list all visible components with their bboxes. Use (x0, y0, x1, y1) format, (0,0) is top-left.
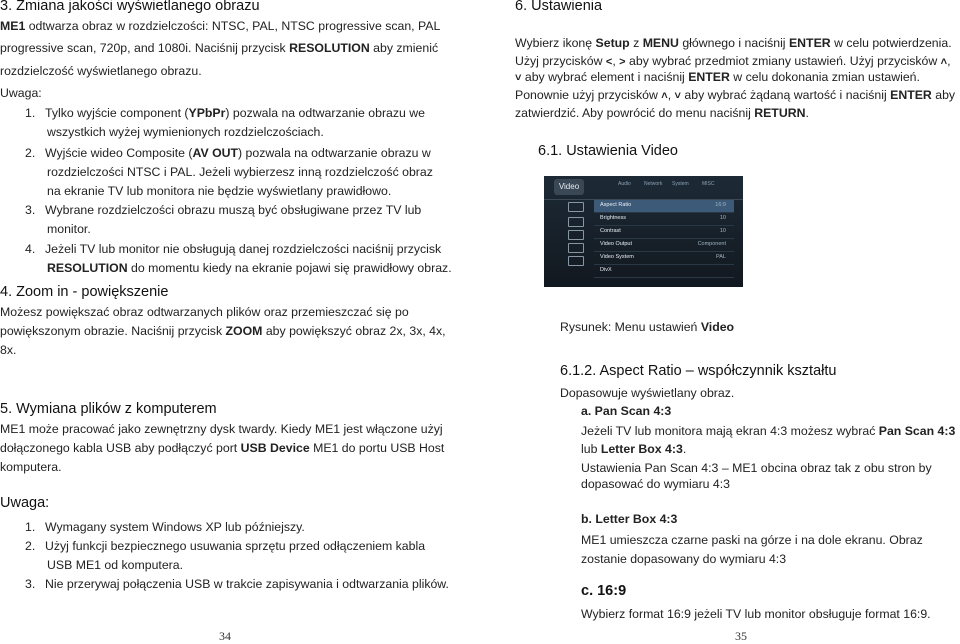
s612-a-line-4: dopasować do wymiaru 4:3 (581, 477, 731, 491)
s3-item-1: 1. Tylko wyjście component (YPbPr) pozwala na odtwarzanie obrazu we (25, 106, 426, 120)
note-2-item-3: 3. Nie przerywaj połączenia USB w trakcie zapisywania i odtwarzania plików. (25, 577, 449, 591)
s3-line-1: ME1 odtwarza obraz w rozdzielczości: NTSC, PAL, NTSC progressive scan, PAL (0, 19, 441, 33)
section-6-heading: 6. Ustawienia (515, 0, 603, 14)
section-6-1-heading: 6.1. Ustawienia Video (538, 143, 678, 159)
section-6-1-2-heading: 6.1.2. Aspect Ratio – współczynnik kształtu (560, 363, 837, 379)
system-icon (568, 256, 584, 266)
s612-a-line-3: Ustawienia Pan Scan 4:3 – ME1 obcina obraz tak z obu stron by (581, 461, 932, 475)
s3-line-2: progressive scan, 720p, and 1080i. Naciśnij przycisk RESOLUTION aby zmienić (0, 41, 439, 55)
s5-line-1: ME1 może pracować jako zewnętrzny dysk twardy. Kiedy ME1 jest włączone użyj (0, 422, 443, 436)
s612-b-line-2: zostanie dopasowany do wymiaru 4:3 (581, 552, 787, 566)
s4-line-1: Możesz powiększać obraz odtwarzanych plików oraz przemieszczać się po (0, 305, 409, 319)
note-2-item-2-cont: USB ME1 od komputera. (47, 558, 184, 572)
note-2-item-1: 1. Wymagany system Windows XP lub późniejszy. (25, 520, 305, 534)
s612-a-heading: a. Pan Scan 4:3 (581, 404, 672, 418)
section-5-heading: 5. Wymiana plików z komputerem (0, 401, 217, 417)
right-page-number: 35 (735, 629, 747, 643)
s3-item-4-cont: RESOLUTION do momentu kiedy na ekranie pojawi się prawidłowy obraz. (47, 261, 452, 275)
tab-system: System (672, 181, 689, 187)
s6-line-1: Wybierz ikonę Setup z MENU głównego i naciśnij ENTER w celu potwierdzenia. (515, 36, 952, 50)
section-4-heading: 4. Zoom in - powiększenie (0, 284, 169, 300)
row-aspect-ratio: Aspect Ratio 16:9 (594, 200, 734, 213)
s4-line-3: 8x. (0, 343, 17, 357)
row-video-system: Video System PAL (594, 252, 734, 265)
row-contrast: Contrast 10 (594, 226, 734, 239)
s3-item-3: 3. Wybrane rozdzielczości obrazu muszą być obsługiwane przez TV lub (25, 203, 422, 217)
s3-item-2-cont: rozdzielczości NTSC i PAL. Jeżeli wybierzesz inną rozdzielczość obraz (47, 165, 433, 179)
tab-misc: MISC (702, 181, 715, 187)
s5-line-3: komputera. (0, 460, 62, 474)
s3-note-label: Uwaga: (0, 86, 42, 100)
s6-line-4: Ponownie użyj przycisków ˄, ˅ aby wybrać żądaną wartość i naciśnij ENTER aby (515, 88, 956, 102)
section-3-heading: 3. Zmiana jakości wyświetlanego obrazu (0, 0, 260, 14)
row-brightness: Brightness 10 (594, 213, 734, 226)
aspect-icon (568, 202, 584, 212)
s6-line-3: ˅ aby wybrać element i naciśnij ENTER w celu dokonania zmian ustawień. (515, 70, 920, 84)
video-logo: Video (554, 179, 584, 195)
arrow-right-icon: > (619, 56, 626, 68)
video-settings-screenshot (544, 176, 743, 287)
arrow-up-icon: ˄ (661, 90, 668, 102)
s3-item-1-cont: wszystkich wyżej wymienionych rozdzielczościach. (47, 125, 324, 139)
arrow-up-icon: ˄ (940, 56, 948, 68)
s6-line-2: Użyj przycisków <, > aby wybrać przedmiot zmiany ustawień. Użyj przycisków ˄, (515, 54, 951, 68)
note-2-item-2: 2. Użyj funkcji bezpiecznego usuwania sprzętu przed odłączeniem kabla (25, 539, 426, 553)
tab-audio: Audio (618, 181, 631, 187)
s612-intro: Dopasowuje wyświetlany obraz. (560, 386, 735, 400)
s612-a-line-2: lub Letter Box 4:3. (581, 442, 687, 456)
arrow-left-icon: < (605, 56, 613, 68)
note-2-heading: Uwaga: (0, 495, 50, 511)
arrow-down-icon: ˅ (674, 90, 681, 102)
s4-line-2: powiększonym obrazie. Naciśnij przycisk ZOOM aby powiększyć obraz 2x, 3x, 4x, (0, 324, 446, 338)
s3-item-2: 2. Wyjście wideo Composite (AV OUT) pozwala na odtwarzanie obrazu w (25, 146, 431, 160)
left-page-number: 34 (219, 629, 231, 643)
row-video-output: Video Output Component (594, 239, 734, 252)
s5-line-2: dołączonego kabla USB aby podłączyć port USB Device ME1 do portu USB Host (0, 441, 445, 455)
brightness-icon (568, 217, 584, 227)
s3-line-3: rozdzielczość wyświetlanego obrazu. (0, 64, 202, 78)
s6-line-5: zatwierdzić. Aby powrócić do menu naciśnij RETURN. (515, 106, 809, 120)
tab-network: Network (644, 181, 663, 187)
arrow-down-icon: ˅ (515, 72, 522, 84)
s612-c-line-1: Wybierz format 16:9 jeżeli TV lub monitor obsługuje format 16:9. (581, 607, 931, 621)
contrast-icon (568, 230, 584, 240)
figure-caption: Rysunek: Menu ustawień Video (560, 320, 735, 334)
output-icon (568, 243, 584, 253)
s612-b-heading: b. Letter Box 4:3 (581, 512, 678, 526)
s3-item-3-cont: monitor. (47, 222, 91, 236)
s612-b-line-1: ME1 umieszcza czarne paski na górze i na dole ekranu. Obraz (581, 533, 923, 547)
s612-a-line-1: Jeżeli TV lub monitora mają ekran 4:3 możesz wybrać Pan Scan 4:3 (581, 424, 956, 438)
s612-c-heading: c. 16:9 (581, 583, 627, 599)
s3-item-4: 4. Jeżeli TV lub monitor nie obsługują danej rozdzielczości naciśnij przycisk (25, 242, 442, 256)
s3-item-2-cont2: na ekranie TV lub monitora nie będzie wyświetlany prawidłowo. (47, 184, 392, 198)
row-divx: DivX (594, 265, 734, 278)
